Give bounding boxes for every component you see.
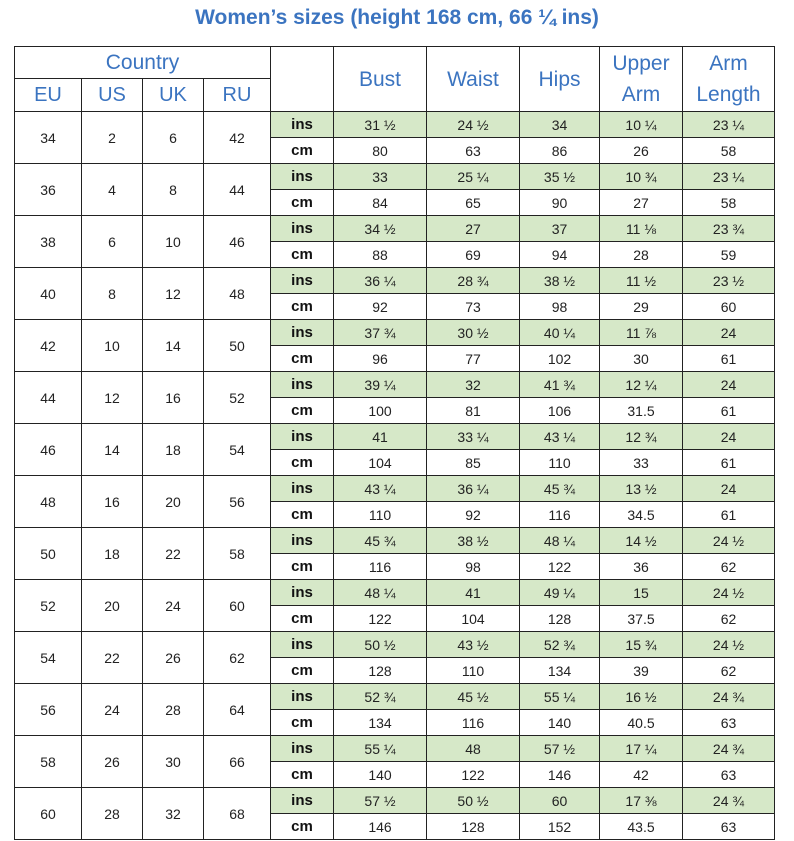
unit-label-cm: cm <box>271 762 334 788</box>
unit-label-cm: cm <box>271 814 334 840</box>
arm-length-ins-cell: 24 ¾ <box>683 788 775 814</box>
arm-length-cm-cell: 62 <box>683 606 775 632</box>
bust-header: Bust <box>334 47 427 112</box>
hips-cm-cell: 110 <box>520 450 600 476</box>
uk-size-cell: 30 <box>143 736 204 788</box>
us-size-cell: 12 <box>82 372 143 424</box>
unit-label-cm: cm <box>271 294 334 320</box>
bust-ins-cell: 55 ¼ <box>334 736 427 762</box>
eu-size-cell: 38 <box>15 216 82 268</box>
unit-label-cm: cm <box>271 606 334 632</box>
eu-size-cell: 50 <box>15 528 82 580</box>
waist-cm-cell: 85 <box>427 450 520 476</box>
waist-cm-cell: 69 <box>427 242 520 268</box>
ru-size-cell: 56 <box>204 476 271 528</box>
waist-cm-cell: 73 <box>427 294 520 320</box>
arm-length-header: Arm Length <box>683 47 775 112</box>
eu-size-cell: 40 <box>15 268 82 320</box>
ru-header: RU <box>204 79 271 112</box>
waist-ins-cell: 50 ½ <box>427 788 520 814</box>
unit-label-cm: cm <box>271 190 334 216</box>
upper-arm-ins-cell: 10 ¾ <box>600 164 683 190</box>
bust-ins-cell: 43 ¼ <box>334 476 427 502</box>
hips-ins-cell: 57 ½ <box>520 736 600 762</box>
unit-label-cm: cm <box>271 710 334 736</box>
eu-size-cell: 44 <box>15 372 82 424</box>
arm-length-cm-cell: 61 <box>683 346 775 372</box>
unit-label-cm: cm <box>271 502 334 528</box>
ru-size-cell: 44 <box>204 164 271 216</box>
bust-cm-cell: 104 <box>334 450 427 476</box>
arm-length-cm-cell: 62 <box>683 554 775 580</box>
arm-length-ins-cell: 24 ½ <box>683 580 775 606</box>
size-table-body <box>15 112 775 840</box>
hips-cm-cell: 146 <box>520 762 600 788</box>
bust-ins-cell: 41 <box>334 424 427 450</box>
hips-ins-cell: 38 ½ <box>520 268 600 294</box>
hips-cm-cell: 90 <box>520 190 600 216</box>
hips-ins-cell: 40 ¼ <box>520 320 600 346</box>
bust-cm-cell: 140 <box>334 762 427 788</box>
table-row-ins <box>15 788 775 814</box>
bust-ins-cell: 39 ¼ <box>334 372 427 398</box>
unit-label-ins: ins <box>271 320 334 346</box>
waist-ins-cell: 45 ½ <box>427 684 520 710</box>
arm-length-cm-cell: 61 <box>683 398 775 424</box>
size-table <box>14 46 775 840</box>
hips-cm-cell: 128 <box>520 606 600 632</box>
unit-label-ins: ins <box>271 736 334 762</box>
hips-ins-cell: 34 <box>520 112 600 138</box>
arm-length-cm-cell: 59 <box>683 242 775 268</box>
unit-label-cm: cm <box>271 398 334 424</box>
waist-cm-cell: 92 <box>427 502 520 528</box>
bust-cm-cell: 92 <box>334 294 427 320</box>
bust-ins-cell: 37 ¾ <box>334 320 427 346</box>
upper-arm-ins-cell: 11 ⅞ <box>600 320 683 346</box>
unit-label-cm: cm <box>271 658 334 684</box>
hips-cm-cell: 140 <box>520 710 600 736</box>
bust-ins-cell: 45 ¾ <box>334 528 427 554</box>
uk-size-cell: 26 <box>143 632 204 684</box>
arm-length-ins-cell: 24 ¾ <box>683 736 775 762</box>
arm-length-cm-cell: 61 <box>683 502 775 528</box>
ru-size-cell: 42 <box>204 112 271 164</box>
table-row-ins <box>15 424 775 450</box>
upper-arm-cm-cell: 26 <box>600 138 683 164</box>
upper-arm-ins-cell: 11 ⅛ <box>600 216 683 242</box>
upper-arm-cm-cell: 42 <box>600 762 683 788</box>
ru-size-cell: 62 <box>204 632 271 684</box>
unit-label-ins: ins <box>271 684 334 710</box>
ru-size-cell: 48 <box>204 268 271 320</box>
ru-size-cell: 64 <box>204 684 271 736</box>
uk-header: UK <box>143 79 204 112</box>
arm-length-ins-cell: 24 ¾ <box>683 684 775 710</box>
eu-size-cell: 34 <box>15 112 82 164</box>
arm-length-ins-cell: 23 ½ <box>683 268 775 294</box>
eu-size-cell: 48 <box>15 476 82 528</box>
waist-ins-cell: 48 <box>427 736 520 762</box>
arm-length-ins-cell: 24 <box>683 372 775 398</box>
ru-size-cell: 50 <box>204 320 271 372</box>
hips-ins-cell: 35 ½ <box>520 164 600 190</box>
waist-ins-cell: 32 <box>427 372 520 398</box>
uk-size-cell: 16 <box>143 372 204 424</box>
upper-arm-ins-cell: 14 ½ <box>600 528 683 554</box>
upper-arm-cm-cell: 34.5 <box>600 502 683 528</box>
ru-size-cell: 52 <box>204 372 271 424</box>
bust-ins-cell: 50 ½ <box>334 632 427 658</box>
unit-label-ins: ins <box>271 112 334 138</box>
bust-cm-cell: 88 <box>334 242 427 268</box>
unit-label-cm: cm <box>271 242 334 268</box>
unit-label-ins: ins <box>271 476 334 502</box>
bust-ins-cell: 52 ¾ <box>334 684 427 710</box>
upper-arm-cm-cell: 27 <box>600 190 683 216</box>
bust-cm-cell: 96 <box>334 346 427 372</box>
upper-arm-header: Upper Arm <box>600 47 683 112</box>
hips-cm-cell: 102 <box>520 346 600 372</box>
bust-cm-cell: 116 <box>334 554 427 580</box>
country-header: Country <box>15 47 271 79</box>
table-row-ins <box>15 216 775 242</box>
arm-length-cm-cell: 63 <box>683 762 775 788</box>
unit-label-ins: ins <box>271 164 334 190</box>
table-row-ins <box>15 632 775 658</box>
hips-cm-cell: 152 <box>520 814 600 840</box>
unit-label-ins: ins <box>271 424 334 450</box>
upper-arm-cm-cell: 39 <box>600 658 683 684</box>
arm-length-ins-cell: 24 <box>683 476 775 502</box>
eu-size-cell: 52 <box>15 580 82 632</box>
us-size-cell: 14 <box>82 424 143 476</box>
bust-cm-cell: 100 <box>334 398 427 424</box>
hips-ins-cell: 52 ¾ <box>520 632 600 658</box>
upper-arm-cm-cell: 43.5 <box>600 814 683 840</box>
uk-size-cell: 32 <box>143 788 204 840</box>
arm-length-cm-cell: 62 <box>683 658 775 684</box>
arm-length-ins-cell: 23 ¼ <box>683 112 775 138</box>
table-row-ins <box>15 580 775 606</box>
waist-cm-cell: 116 <box>427 710 520 736</box>
hips-cm-cell: 94 <box>520 242 600 268</box>
waist-ins-cell: 25 ¼ <box>427 164 520 190</box>
hips-cm-cell: 98 <box>520 294 600 320</box>
ru-size-cell: 66 <box>204 736 271 788</box>
uk-size-cell: 24 <box>143 580 204 632</box>
hips-ins-cell: 60 <box>520 788 600 814</box>
bust-ins-cell: 57 ½ <box>334 788 427 814</box>
us-size-cell: 18 <box>82 528 143 580</box>
unit-header <box>271 47 334 112</box>
waist-cm-cell: 128 <box>427 814 520 840</box>
hips-ins-cell: 43 ¼ <box>520 424 600 450</box>
table-row-ins <box>15 684 775 710</box>
upper-arm-ins-cell: 15 ¾ <box>600 632 683 658</box>
arm-length-cm-cell: 61 <box>683 450 775 476</box>
us-size-cell: 4 <box>82 164 143 216</box>
waist-ins-cell: 33 ¼ <box>427 424 520 450</box>
arm-length-ins-cell: 24 ½ <box>683 528 775 554</box>
hips-header: Hips <box>520 47 600 112</box>
upper-arm-ins-cell: 16 ½ <box>600 684 683 710</box>
upper-arm-ins-cell: 15 <box>600 580 683 606</box>
uk-size-cell: 28 <box>143 684 204 736</box>
unit-label-ins: ins <box>271 372 334 398</box>
arm-length-ins-cell: 24 <box>683 424 775 450</box>
ru-size-cell: 58 <box>204 528 271 580</box>
us-size-cell: 20 <box>82 580 143 632</box>
eu-size-cell: 46 <box>15 424 82 476</box>
table-row-ins <box>15 112 775 138</box>
uk-size-cell: 6 <box>143 112 204 164</box>
bust-ins-cell: 36 ¼ <box>334 268 427 294</box>
bust-cm-cell: 128 <box>334 658 427 684</box>
upper-arm-ins-cell: 10 ¼ <box>600 112 683 138</box>
ru-size-cell: 68 <box>204 788 271 840</box>
hips-cm-cell: 116 <box>520 502 600 528</box>
unit-label-ins: ins <box>271 788 334 814</box>
hips-cm-cell: 86 <box>520 138 600 164</box>
us-size-cell: 6 <box>82 216 143 268</box>
table-row-ins <box>15 476 775 502</box>
us-size-cell: 2 <box>82 112 143 164</box>
waist-ins-cell: 24 ½ <box>427 112 520 138</box>
unit-label-cm: cm <box>271 450 334 476</box>
eu-header: EU <box>15 79 82 112</box>
upper-arm-ins-cell: 12 ¼ <box>600 372 683 398</box>
unit-label-ins: ins <box>271 632 334 658</box>
upper-arm-ins-cell: 17 ⅜ <box>600 788 683 814</box>
table-row-ins <box>15 268 775 294</box>
waist-ins-cell: 38 ½ <box>427 528 520 554</box>
upper-arm-cm-cell: 37.5 <box>600 606 683 632</box>
eu-size-cell: 56 <box>15 684 82 736</box>
upper-arm-cm-cell: 36 <box>600 554 683 580</box>
hips-ins-cell: 41 ¾ <box>520 372 600 398</box>
upper-arm-ins-cell: 12 ¾ <box>600 424 683 450</box>
us-size-cell: 8 <box>82 268 143 320</box>
uk-size-cell: 22 <box>143 528 204 580</box>
arm-length-ins-cell: 24 <box>683 320 775 346</box>
bust-cm-cell: 146 <box>334 814 427 840</box>
waist-ins-cell: 28 ¾ <box>427 268 520 294</box>
waist-ins-cell: 30 ½ <box>427 320 520 346</box>
bust-cm-cell: 84 <box>334 190 427 216</box>
unit-label-ins: ins <box>271 580 334 606</box>
us-size-cell: 24 <box>82 684 143 736</box>
upper-arm-ins-cell: 17 ¼ <box>600 736 683 762</box>
us-size-cell: 22 <box>82 632 143 684</box>
eu-size-cell: 60 <box>15 788 82 840</box>
arm-length-ins-cell: 23 ¼ <box>683 164 775 190</box>
hips-cm-cell: 134 <box>520 658 600 684</box>
bust-cm-cell: 110 <box>334 502 427 528</box>
waist-cm-cell: 110 <box>427 658 520 684</box>
upper-arm-cm-cell: 29 <box>600 294 683 320</box>
hips-ins-cell: 49 ¼ <box>520 580 600 606</box>
unit-label-ins: ins <box>271 268 334 294</box>
bust-ins-cell: 31 ½ <box>334 112 427 138</box>
upper-arm-cm-cell: 28 <box>600 242 683 268</box>
table-row-ins <box>15 528 775 554</box>
waist-ins-cell: 27 <box>427 216 520 242</box>
bust-cm-cell: 122 <box>334 606 427 632</box>
upper-arm-cm-cell: 31.5 <box>600 398 683 424</box>
arm-length-ins-cell: 24 ½ <box>683 632 775 658</box>
uk-size-cell: 10 <box>143 216 204 268</box>
arm-length-cm-cell: 60 <box>683 294 775 320</box>
eu-size-cell: 36 <box>15 164 82 216</box>
arm-length-cm-cell: 63 <box>683 814 775 840</box>
unit-label-cm: cm <box>271 346 334 372</box>
eu-size-cell: 58 <box>15 736 82 788</box>
ru-size-cell: 60 <box>204 580 271 632</box>
unit-label-ins: ins <box>271 528 334 554</box>
hips-ins-cell: 37 <box>520 216 600 242</box>
waist-ins-cell: 36 ¼ <box>427 476 520 502</box>
bust-ins-cell: 34 ½ <box>334 216 427 242</box>
arm-length-cm-cell: 63 <box>683 710 775 736</box>
table-row-ins <box>15 164 775 190</box>
bust-ins-cell: 33 <box>334 164 427 190</box>
ru-size-cell: 54 <box>204 424 271 476</box>
waist-cm-cell: 77 <box>427 346 520 372</box>
uk-size-cell: 20 <box>143 476 204 528</box>
us-size-cell: 16 <box>82 476 143 528</box>
unit-label-cm: cm <box>271 554 334 580</box>
us-size-cell: 28 <box>82 788 143 840</box>
table-row-ins <box>15 736 775 762</box>
hips-ins-cell: 48 ¼ <box>520 528 600 554</box>
us-size-cell: 10 <box>82 320 143 372</box>
bust-cm-cell: 134 <box>334 710 427 736</box>
unit-label-ins: ins <box>271 216 334 242</box>
uk-size-cell: 18 <box>143 424 204 476</box>
arm-length-cm-cell: 58 <box>683 190 775 216</box>
arm-length-ins-cell: 23 ¾ <box>683 216 775 242</box>
table-row-ins <box>15 372 775 398</box>
hips-cm-cell: 122 <box>520 554 600 580</box>
bust-ins-cell: 48 ¼ <box>334 580 427 606</box>
waist-header: Waist <box>427 47 520 112</box>
waist-cm-cell: 63 <box>427 138 520 164</box>
uk-size-cell: 8 <box>143 164 204 216</box>
uk-size-cell: 12 <box>143 268 204 320</box>
upper-arm-cm-cell: 40.5 <box>600 710 683 736</box>
waist-cm-cell: 122 <box>427 762 520 788</box>
waist-cm-cell: 81 <box>427 398 520 424</box>
eu-size-cell: 54 <box>15 632 82 684</box>
waist-cm-cell: 65 <box>427 190 520 216</box>
hips-cm-cell: 106 <box>520 398 600 424</box>
page-title: Women’s sizes (height 168 cm, 66 ¼ ins) <box>195 6 599 29</box>
upper-arm-ins-cell: 11 ½ <box>600 268 683 294</box>
waist-ins-cell: 43 ½ <box>427 632 520 658</box>
us-header: US <box>82 79 143 112</box>
hips-ins-cell: 45 ¾ <box>520 476 600 502</box>
waist-cm-cell: 104 <box>427 606 520 632</box>
unit-label-cm: cm <box>271 138 334 164</box>
upper-arm-cm-cell: 30 <box>600 346 683 372</box>
table-row-ins <box>15 320 775 346</box>
uk-size-cell: 14 <box>143 320 204 372</box>
arm-length-cm-cell: 58 <box>683 138 775 164</box>
eu-size-cell: 42 <box>15 320 82 372</box>
hips-ins-cell: 55 ¼ <box>520 684 600 710</box>
waist-cm-cell: 98 <box>427 554 520 580</box>
us-size-cell: 26 <box>82 736 143 788</box>
waist-ins-cell: 41 <box>427 580 520 606</box>
bust-cm-cell: 80 <box>334 138 427 164</box>
ru-size-cell: 46 <box>204 216 271 268</box>
upper-arm-cm-cell: 33 <box>600 450 683 476</box>
upper-arm-ins-cell: 13 ½ <box>600 476 683 502</box>
